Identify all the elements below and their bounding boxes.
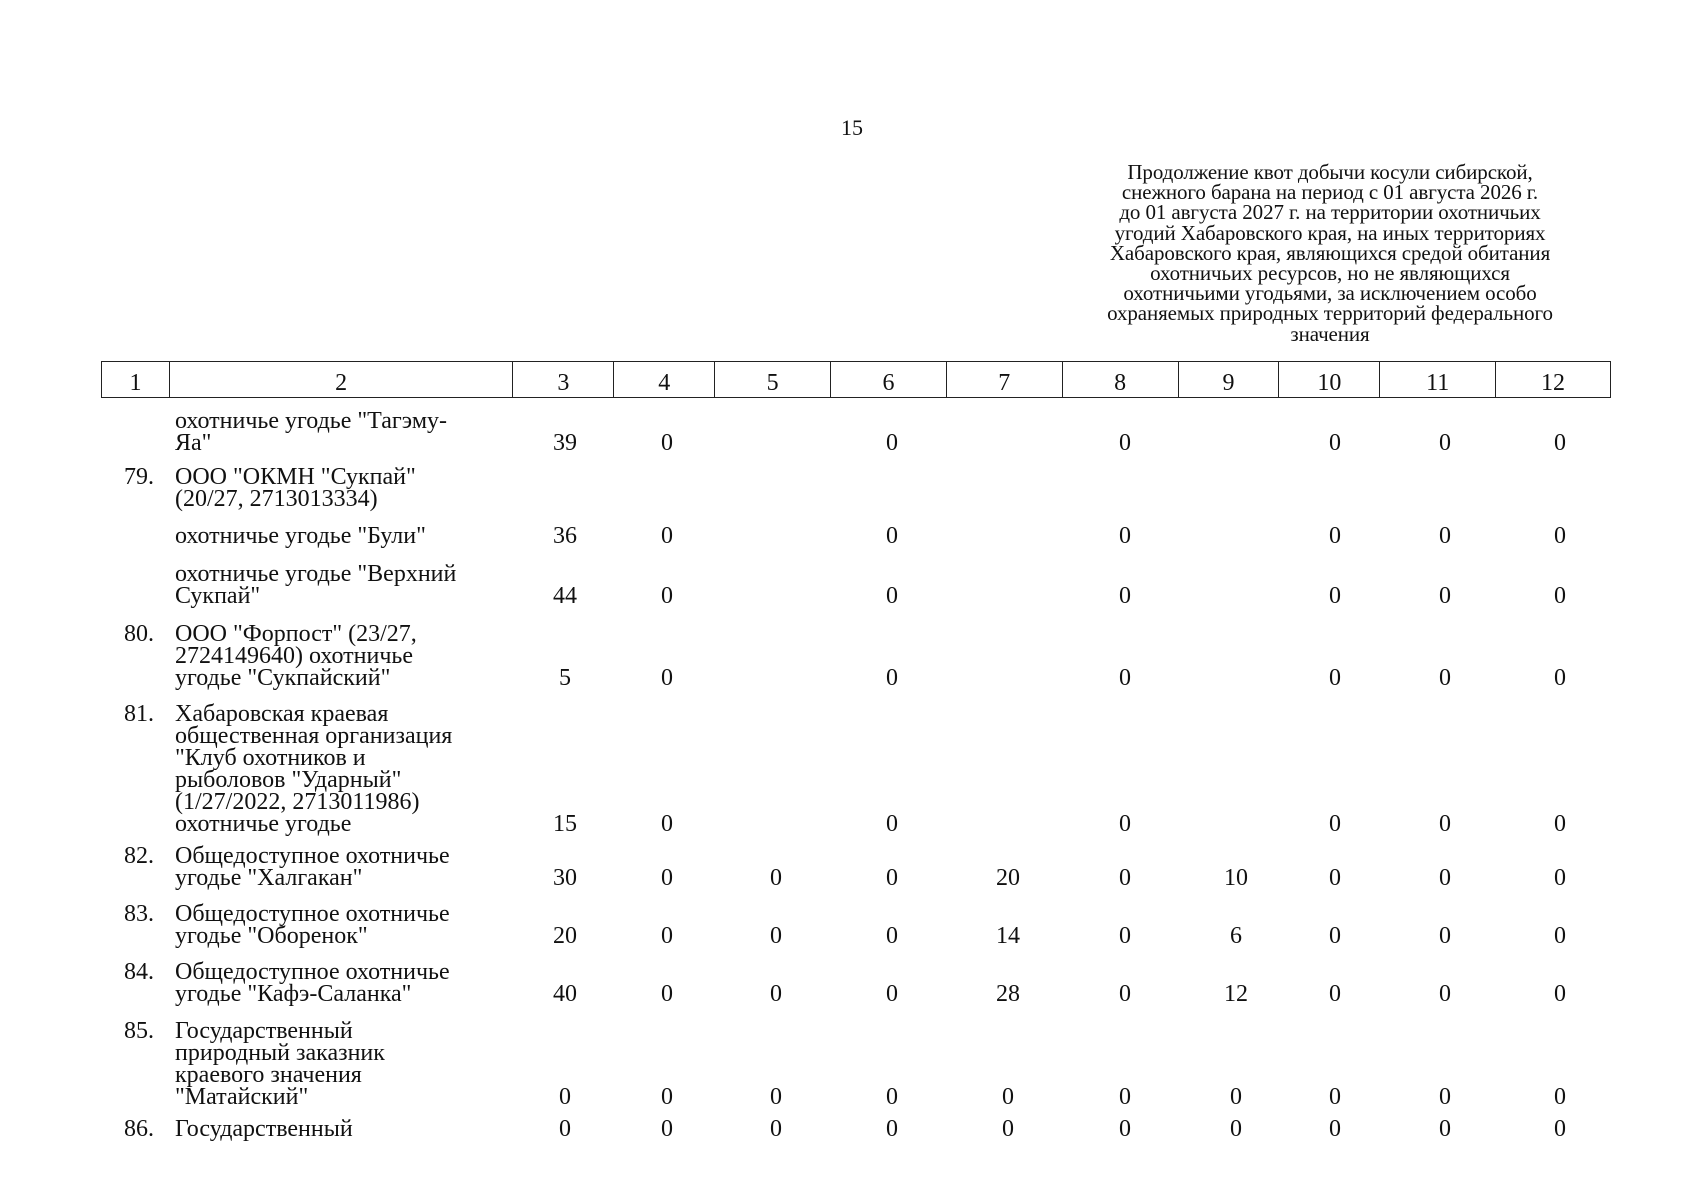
row-name-line: угодье "Халгакан" [175,865,363,891]
cell-col-3: 0 [559,1084,571,1110]
row-name-line: (20/27, 2713013334) [175,486,378,512]
cell-col-3: 39 [553,430,577,456]
caption-line: охраняемых природных территорий федерального [1107,301,1553,326]
cell-col-5: 0 [770,923,782,949]
cell-col-4: 0 [661,865,673,891]
cell-col-6: 0 [886,523,898,549]
cell-col-11: 0 [1439,981,1451,1007]
cell-col-8: 0 [1119,523,1131,549]
row-name-line: краевого значения [175,1062,362,1088]
cell-col-10: 0 [1329,811,1341,837]
cell-col-9: 0 [1230,1084,1242,1110]
row-number: 85. [124,1018,154,1044]
row-number: 80. [124,621,154,647]
row-name [175,845,520,889]
cell-col-3: 0 [559,1116,571,1142]
row-name-line: рыболовов "Ударный" [175,767,402,793]
cell-col-11: 0 [1439,1116,1451,1142]
row-name-line: "Клуб охотников и [175,745,366,771]
cell-col-6: 0 [886,430,898,456]
cell-col-10: 0 [1329,430,1341,456]
cell-col-10: 0 [1329,923,1341,949]
cell-col-5: 0 [770,1116,782,1142]
cell-col-12: 0 [1554,583,1566,609]
caption-line: угодий Хабаровского края, на иных территориях [1114,220,1546,245]
row-name [175,563,520,607]
cell-col-7: 0 [1002,1116,1014,1142]
row-name [175,1118,520,1140]
row-name-line: угодье "Сукпайский" [175,665,391,691]
cell-col-5: 0 [770,1084,782,1110]
cell-col-12: 0 [1554,1084,1566,1110]
cell-col-12: 0 [1554,523,1566,549]
cell-col-12: 0 [1554,981,1566,1007]
cell-col-11: 0 [1439,811,1451,837]
cell-col-3: 36 [553,523,577,549]
cell-col-10: 0 [1329,583,1341,609]
row-name [175,410,520,454]
cell-col-11: 0 [1439,665,1451,691]
cell-col-10: 0 [1329,981,1341,1007]
cell-col-8: 0 [1119,811,1131,837]
cell-col-9: 6 [1230,923,1242,949]
cell-col-3: 30 [553,865,577,891]
cell-col-3: 20 [553,923,577,949]
row-number: 84. [124,959,154,985]
column-header-3: 3 [513,362,614,397]
row-name-line: (1/27/2022, 2713011986) [175,789,420,815]
row-name-line: Общедоступное охотничье [175,901,450,927]
row-name-line: общественная организация [175,723,453,749]
column-header-8: 8 [1063,362,1179,397]
cell-col-7: 28 [996,981,1020,1007]
cell-col-4: 0 [661,430,673,456]
row-name-line: Яа" [175,430,212,456]
row-number: 81. [124,701,154,727]
cell-col-5: 0 [770,981,782,1007]
column-header-12: 12 [1541,370,1566,396]
cell-col-8: 0 [1119,1084,1131,1110]
caption-line: охотничьими угодьями, за исключением особо [1123,281,1537,306]
cell-col-4: 0 [661,811,673,837]
row-name-line: ООО "Форпост" (23/27, [175,621,417,647]
cell-col-3: 44 [553,583,577,609]
cell-col-11: 0 [1439,865,1451,891]
cell-col-9: 10 [1224,865,1248,891]
cell-col-6: 0 [886,811,898,837]
cell-col-12: 0 [1554,811,1566,837]
row-number: 82. [124,843,154,869]
cell-col-8: 0 [1119,865,1131,891]
row-name [175,961,520,1005]
cell-col-11: 0 [1439,923,1451,949]
caption-line: Хабаровского края, являющихся средой обитания [1109,240,1551,265]
cell-col-11: 0 [1439,430,1451,456]
cell-col-5: 0 [770,865,782,891]
row-name [175,623,520,689]
cell-col-7: 14 [996,923,1020,949]
cell-col-10: 0 [1329,523,1341,549]
cell-col-7: 0 [1002,1084,1014,1110]
cell-col-6: 0 [886,665,898,691]
cell-col-10: 0 [1329,865,1341,891]
row-name [175,525,520,547]
cell-col-8: 0 [1119,430,1131,456]
cell-col-12: 0 [1554,430,1566,456]
cell-col-7: 20 [996,865,1020,891]
row-name [175,466,520,510]
column-header-2: 2 [170,362,514,397]
cell-col-8: 0 [1119,981,1131,1007]
row-name-line: Общедоступное охотничье [175,843,450,869]
cell-col-11: 0 [1439,1084,1451,1110]
cell-col-6: 0 [886,865,898,891]
column-header-7: 7 [947,362,1063,397]
column-header-5: 5 [715,362,831,397]
row-name [175,903,520,947]
cell-col-4: 0 [661,1084,673,1110]
row-name-line: Государственный [175,1116,353,1142]
row-name-line: угодье "Оборенок" [175,923,368,949]
cell-col-12: 0 [1554,865,1566,891]
row-name-line: "Матайский" [175,1084,309,1110]
cell-col-10: 0 [1329,1084,1341,1110]
caption-line: охотничьих ресурсов, но не являющихся [1150,261,1510,286]
row-name-line: природный заказник [175,1040,385,1066]
row-name-line: Хабаровская краевая [175,701,389,727]
column-header-6: 6 [831,362,947,397]
column-header-11: 11 [1380,362,1496,397]
cell-col-11: 0 [1439,583,1451,609]
row-name-line: охотничье угодье "Тагэму- [175,408,448,434]
row-name-line: охотничье угодье "Були" [175,523,426,549]
row-name-line: Общедоступное охотничье [175,959,450,985]
cell-col-8: 0 [1119,923,1131,949]
row-number: 86. [124,1116,154,1142]
cell-col-4: 0 [661,1116,673,1142]
cell-col-8: 0 [1119,583,1131,609]
cell-col-4: 0 [661,665,673,691]
row-name-line: Государственный [175,1018,353,1044]
page-number: 15 [841,115,863,140]
cell-col-3: 5 [559,665,571,691]
cell-col-9: 0 [1230,1116,1242,1142]
column-header-9: 9 [1179,362,1280,397]
cell-col-4: 0 [661,523,673,549]
cell-col-3: 40 [553,981,577,1007]
cell-col-11: 0 [1439,523,1451,549]
row-name [175,703,520,835]
caption-line: снежного барана на период с 01 августа 2026 г. [1121,180,1539,205]
row-name-line: охотничье угодье [175,811,352,837]
caption-line: до 01 августа 2027 г. на территории охотничьих [1119,200,1541,225]
column-header-4: 4 [614,362,715,397]
caption-line: значения [1290,321,1370,346]
row-name-line: 2724149640) охотничье [175,643,414,669]
cell-col-12: 0 [1554,923,1566,949]
cell-col-8: 0 [1119,665,1131,691]
cell-col-6: 0 [886,923,898,949]
cell-col-4: 0 [661,981,673,1007]
cell-col-3: 15 [553,811,577,837]
caption-line: Продолжение квот добычи косули сибирской, [1127,160,1533,184]
cell-col-4: 0 [661,583,673,609]
row-name [175,1020,520,1108]
cell-col-8: 0 [1119,1116,1131,1142]
row-name-line: ООО "ОКМН "Сукпай" [175,464,416,490]
cell-col-9: 12 [1224,981,1248,1007]
row-number: 83. [124,901,154,927]
row-number: 79. [124,464,154,490]
cell-col-6: 0 [886,583,898,609]
cell-col-10: 0 [1329,665,1341,691]
cell-col-6: 0 [886,1116,898,1142]
cell-col-12: 0 [1554,1116,1566,1142]
row-name-line: охотничье угодье "Верхний [175,561,457,587]
cell-col-4: 0 [661,923,673,949]
column-header-10: 10 [1279,362,1380,397]
row-name-line: Сукпай" [175,583,261,609]
cell-col-12: 0 [1554,665,1566,691]
cell-col-6: 0 [886,1084,898,1110]
column-header-1: 1 [102,362,170,397]
cell-col-6: 0 [886,981,898,1007]
row-name-line: угодье "Кафэ-Саланка" [175,981,412,1007]
cell-col-10: 0 [1329,1116,1341,1142]
